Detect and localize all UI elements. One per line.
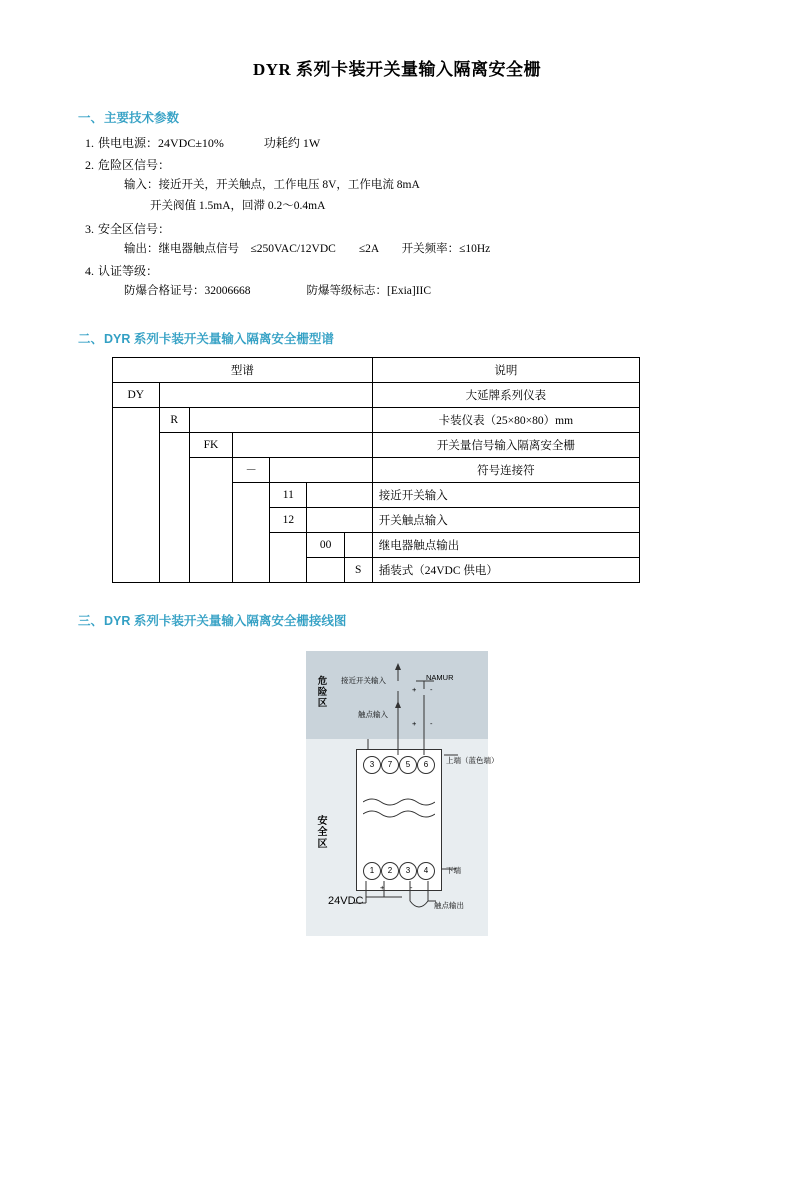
isolation-wave-icon xyxy=(363,794,435,822)
model-code-fk: FK xyxy=(189,433,232,458)
spec-list xyxy=(0,134,794,301)
model-blank-cell xyxy=(113,508,160,533)
model-blank-cell xyxy=(189,508,232,533)
model-blank-cell xyxy=(113,483,160,508)
model-blank-cell xyxy=(270,533,307,558)
spec-index: 1. xyxy=(85,136,94,150)
model-blank-cell xyxy=(270,458,373,483)
model-blank-cell xyxy=(113,533,160,558)
terminal-4: 4 xyxy=(417,862,435,880)
section-heading-3 xyxy=(78,611,794,629)
cert-number: 防爆合格证号：32006668 xyxy=(124,285,251,298)
model-blank-cell xyxy=(113,433,160,458)
section-number-3: 三、 xyxy=(78,614,104,629)
model-blank-cell xyxy=(189,558,232,583)
polarity-plus-1: + xyxy=(412,685,417,695)
model-blank-cell xyxy=(159,533,189,558)
model-blank-cell xyxy=(307,508,372,533)
table-row xyxy=(113,533,640,558)
terminal-1: 1 xyxy=(363,862,381,880)
table-row xyxy=(113,558,640,583)
model-blank-cell xyxy=(113,558,160,583)
model-blank-cell xyxy=(159,383,372,408)
model-blank-cell xyxy=(232,558,269,583)
table-row xyxy=(113,458,640,483)
model-blank-cell xyxy=(159,508,189,533)
safe-zone-label: 安全区 xyxy=(317,816,328,850)
terminal-6: 6 xyxy=(417,756,435,774)
table-header-desc: 说明 xyxy=(372,358,639,383)
model-desc-00: 继电器触点输出 xyxy=(372,533,639,558)
section-number-2: 二、 xyxy=(78,332,104,347)
model-blank-cell xyxy=(189,408,372,433)
model-blank-cell xyxy=(270,558,307,583)
terminal-5: 5 xyxy=(399,756,417,774)
model-blank-cell xyxy=(159,458,189,483)
list-item xyxy=(85,220,794,259)
table-header-row xyxy=(113,358,640,383)
polarity-minus-3: - xyxy=(410,883,413,893)
model-blank-cell xyxy=(113,408,160,433)
spec-index: 4. xyxy=(85,264,94,279)
namur-label: NAMUR xyxy=(426,673,454,683)
spec-text-secondary: 功耗约 1W xyxy=(263,136,321,150)
section-title-3: DYR 系列卡装开关量输入隔离安全栅接线图 xyxy=(104,614,347,629)
model-code-r: R xyxy=(159,408,189,433)
section-heading-2 xyxy=(78,329,794,347)
spec-subline: 输入：接近开关，开关触点，工作电压 8V，工作电流 8mA xyxy=(124,179,420,191)
model-spec-table xyxy=(112,357,640,583)
model-blank-cell xyxy=(232,508,269,533)
contact-input-label: 触点输入 xyxy=(358,710,388,720)
model-blank-cell xyxy=(307,558,344,583)
section-title-1: 主要技术参数 xyxy=(104,111,180,125)
spec-subline: 输出：继电器触点信号 ≤250VAC/12VDC ≤2A 开关频率：≤10Hz xyxy=(124,242,491,255)
model-blank-cell xyxy=(232,483,269,508)
spec-subline: 开关阀值 1.5mA，回滞 0.2～0.4mA xyxy=(150,199,326,212)
table-row xyxy=(113,433,640,458)
terminal-3b: 3 xyxy=(399,862,417,880)
model-desc-dash: 符号连接符 xyxy=(372,458,639,483)
model-desc-s: 插装式（24VDC 供电） xyxy=(372,558,639,583)
model-desc-dy: 大延牌系列仪表 xyxy=(372,383,639,408)
model-blank-cell xyxy=(189,458,232,483)
model-desc-12: 开关触点输入 xyxy=(372,508,639,533)
wiring-diagram-container xyxy=(0,651,794,936)
model-table-container xyxy=(112,357,794,583)
table-row xyxy=(113,483,640,508)
model-blank-cell xyxy=(344,533,372,558)
model-blank-cell xyxy=(307,483,372,508)
model-blank-cell xyxy=(232,533,269,558)
spec-subline xyxy=(124,283,794,301)
terminal-2: 2 xyxy=(381,862,399,880)
table-header-model: 型谱 xyxy=(113,358,373,383)
explosion-proof-mark: 防爆等级标志：[Exia]IIC xyxy=(306,285,432,298)
power-supply-label: 24VDC xyxy=(328,895,364,908)
bottom-side-label: 下端 xyxy=(446,866,461,876)
model-code-12: 12 xyxy=(270,508,307,533)
terminal-3: 3 xyxy=(363,756,381,774)
contact-output-label: 触点输出 xyxy=(434,901,464,911)
model-desc-r: 卡装仪表（25×80×80）mm xyxy=(372,408,639,433)
document-page xyxy=(0,55,794,1178)
model-blank-cell xyxy=(189,533,232,558)
table-row xyxy=(113,408,640,433)
model-blank-cell xyxy=(159,558,189,583)
list-item xyxy=(85,134,794,152)
model-blank-cell xyxy=(159,433,189,458)
terminal-7: 7 xyxy=(381,756,399,774)
model-code-11: 11 xyxy=(270,483,307,508)
table-row xyxy=(113,383,640,408)
section-heading-1 xyxy=(78,108,794,126)
model-blank-cell xyxy=(232,433,372,458)
spec-text: 危险区信号： xyxy=(98,158,171,172)
wiring-diagram xyxy=(306,651,499,936)
model-code-s: S xyxy=(344,558,372,583)
terminal-row-bottom xyxy=(363,862,435,879)
spec-index: 3. xyxy=(85,221,94,236)
terminal-row-top xyxy=(363,756,435,773)
spec-text: 供电电源：24VDC±10% xyxy=(98,136,224,150)
model-desc-fk: 开关量信号输入隔离安全栅 xyxy=(372,433,639,458)
polarity-plus-2: + xyxy=(412,719,417,729)
spec-index: 2. xyxy=(85,158,94,172)
top-side-label: 上端（蓝色端） xyxy=(446,756,499,766)
spec-text: 安全区信号： xyxy=(98,221,171,236)
model-code-dash: － xyxy=(232,458,269,483)
model-blank-cell xyxy=(159,483,189,508)
model-desc-11: 接近开关输入 xyxy=(372,483,639,508)
module-body xyxy=(356,749,442,891)
model-code-00: 00 xyxy=(307,533,344,558)
model-code-dy: DY xyxy=(113,383,160,408)
section-number-1: 一、 xyxy=(78,111,104,125)
spec-text: 认证等级： xyxy=(98,264,159,279)
proximity-switch-input-label: 接近开关输入 xyxy=(341,676,386,686)
table-row xyxy=(113,508,640,533)
list-item xyxy=(85,156,794,216)
model-blank-cell xyxy=(189,483,232,508)
section-title-2: DYR 系列卡装开关量输入隔离安全栅型谱 xyxy=(104,332,334,347)
list-item xyxy=(85,262,794,301)
danger-zone-label: 危险区 xyxy=(317,676,328,709)
polarity-minus-2: - xyxy=(430,719,433,729)
danger-zone-area xyxy=(306,651,488,739)
page-title: DYR 系列卡装开关量输入隔离安全栅 xyxy=(252,60,542,79)
polarity-minus-1: - xyxy=(430,685,433,695)
polarity-plus-3: + xyxy=(380,883,385,893)
model-blank-cell xyxy=(113,458,160,483)
